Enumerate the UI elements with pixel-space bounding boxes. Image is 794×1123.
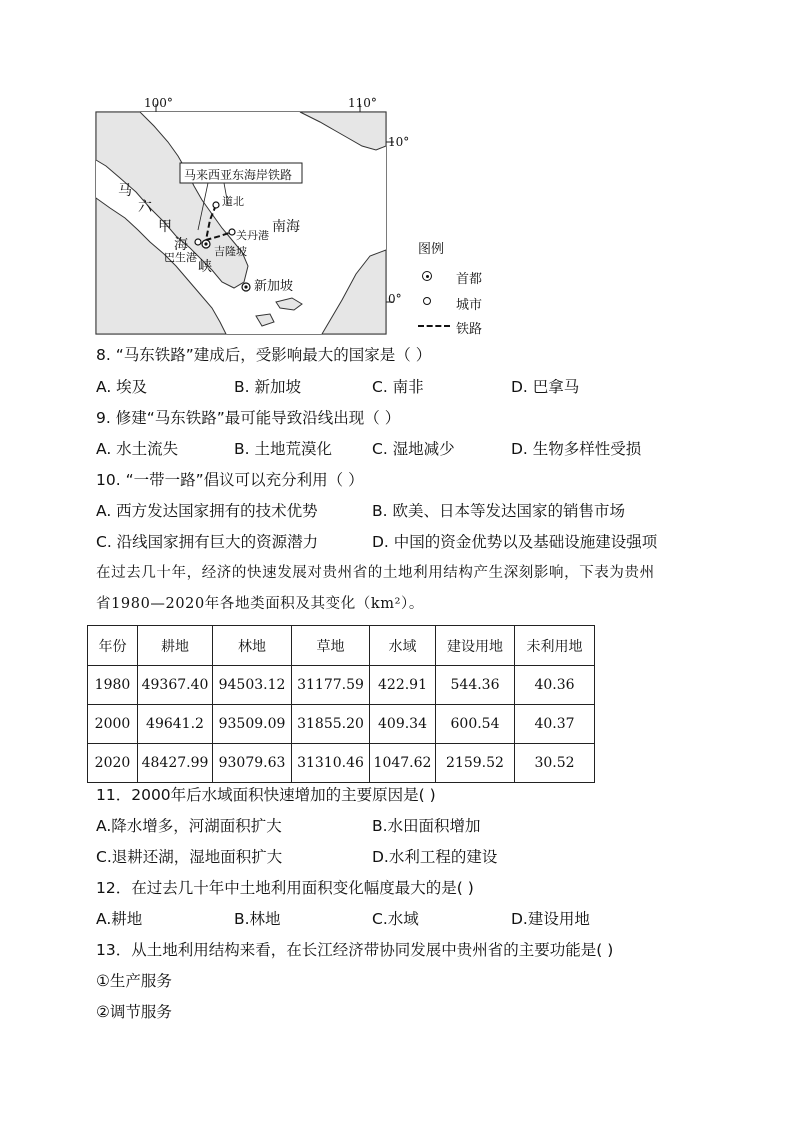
table-cell: 31855.20 [292,705,370,744]
table-header-cell: 草地 [292,626,370,666]
table-cell: 422.91 [370,666,436,705]
table-cell: 600.54 [436,705,515,744]
table-cell: 31177.59 [292,666,370,705]
capital-legend-icon [422,271,432,281]
q8-option-a[interactable]: A. 埃及 [96,378,148,396]
south-sea-label: 南海 [272,219,300,235]
q10-option-a[interactable]: A. 西方发达国家拥有的技术优势 [96,502,318,520]
table-cell: 49367.40 [138,666,213,705]
q12-option-a[interactable]: A.耕地 [96,910,143,928]
table-cell: 48427.99 [138,744,213,783]
lat-0-label: 0° [388,292,402,306]
strait-char-1: 马 [118,183,132,199]
table-header-cell: 未利用地 [515,626,595,666]
legend-city-label: 城市 [456,298,483,313]
table-cell: 2000 [88,705,138,744]
table-cell: 1980 [88,666,138,705]
legend-title: 图例 [418,242,445,257]
q8-option-c[interactable]: C. 南非 [372,378,424,396]
q11-option-d[interactable]: D.水利工程的建设 [372,848,498,866]
q11-stem: 11．2000年后水域面积快速增加的主要原因是( ) [96,786,436,804]
q9-stem: 9. 修建“马东铁路”最可能导致沿线出现（ ） [96,409,401,427]
q10-option-b[interactable]: B. 欧美、日本等发达国家的销售市场 [372,502,625,520]
bashenggang-city-icon [195,239,201,245]
q10-option-d[interactable]: D. 中国的资金优势以及基础设施建设强项 [372,533,658,551]
table-cell: 93509.09 [213,705,292,744]
table-cell: 30.52 [515,744,595,783]
table-header-cell: 建设用地 [436,626,515,666]
table-cell: 40.36 [515,666,595,705]
table-row [88,666,595,705]
guandan-label: 关丹港 [236,229,269,242]
q11-option-a[interactable]: A.降水增多，河湖面积扩大 [96,817,282,835]
table-row [88,744,595,783]
strait-char-3: 甲 [158,219,172,235]
q13-option-1[interactable]: ①生产服务 [96,972,172,990]
table-cell: 94503.12 [213,666,292,705]
table-cell: 40.37 [515,705,595,744]
q8-option-d[interactable]: D. 巴拿马 [511,378,580,396]
daobei-label: 道北 [222,195,244,208]
q10-option-c[interactable]: C. 沿线国家拥有巨大的资源潜力 [96,533,319,551]
q11-option-b[interactable]: B.水田面积增加 [372,817,481,835]
q9-option-c[interactable]: C. 湿地减少 [372,440,455,458]
strait-char-2: 六 [138,199,152,215]
railway-box-label: 马来西亚东海岸铁路 [184,168,293,182]
table-header-cell: 年份 [88,626,138,666]
q9-option-d[interactable]: D. 生物多样性受损 [511,440,642,458]
table-cell: 2020 [88,744,138,783]
lat-10-label: 10° [388,135,410,149]
table-cell: 544.36 [436,666,515,705]
railway-legend-icon [418,325,450,327]
q12-stem: 12．在过去几十年中土地利用面积变化幅度最大的是( ) [96,879,474,897]
table-cell: 31310.46 [292,744,370,783]
lon-100-label: 100° [144,96,173,110]
guandan-city-icon [229,229,235,235]
q10-stem: 10. “一带一路”倡议可以充分利用（ ） [96,471,364,489]
map-legend [418,238,498,338]
daobei-city-icon [213,202,219,208]
q8-option-b[interactable]: B. 新加坡 [234,378,301,396]
city-legend-icon [423,297,431,305]
strait-char-4: 海 [174,237,188,253]
strait-char-5: 峡 [198,259,212,275]
land-use-table [87,625,595,783]
lon-110-label: 110° [348,96,377,110]
q12-option-b[interactable]: B.林地 [234,910,281,928]
q13-option-2[interactable]: ②调节服务 [96,1003,172,1021]
table-cell: 49641.2 [138,705,213,744]
q8-stem: 8. “马东铁路”建成后，受影响最大的国家是（ ） [96,346,432,364]
jilongpo-label: 吉隆坡 [214,245,247,258]
legend-capital-label: 首都 [456,272,483,287]
table-cell: 93079.63 [213,744,292,783]
q12-option-c[interactable]: C.水域 [372,910,419,928]
intro-line-1: 在过去几十年，经济的快速发展对贵州省的土地利用结构产生深刻影响，下表为贵州 [96,565,655,581]
xinjiapo-label: 新加坡 [254,279,294,294]
table-cell: 2159.52 [436,744,515,783]
q11-option-c[interactable]: C.退耕还湖，湿地面积扩大 [96,848,283,866]
intro-line-2: 省1980—2020年各地类面积及其变化（km²）。 [96,596,424,612]
bashenggang-label: 巴生港 [164,251,197,264]
q9-option-a[interactable]: A. 水土流失 [96,440,179,458]
table-header-row [88,626,595,666]
table-header-cell: 水域 [370,626,436,666]
table-row [88,705,595,744]
q13-stem: 13．从土地利用结构来看，在长江经济带协同发展中贵州省的主要功能是( ) [96,941,614,959]
q12-option-d[interactable]: D.建设用地 [511,910,590,928]
legend-railway-label: 铁路 [456,322,483,337]
q9-option-b[interactable]: B. 土地荒漠化 [234,440,332,458]
table-header-cell: 耕地 [138,626,213,666]
table-cell: 409.34 [370,705,436,744]
table-header-cell: 林地 [213,626,292,666]
table-cell: 1047.62 [370,744,436,783]
